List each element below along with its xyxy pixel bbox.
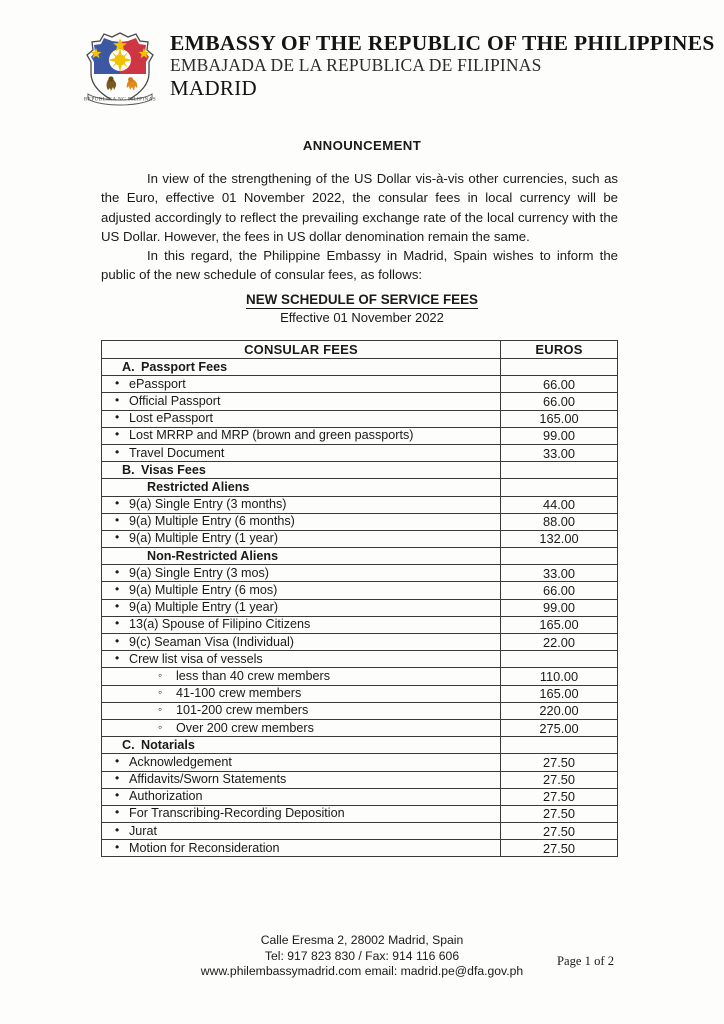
section-letter: C.: [122, 737, 135, 752]
fee-amount-cell: [501, 737, 618, 754]
table-row: [102, 444, 618, 461]
table-row: [102, 599, 618, 616]
fee-description-label: • Official Passport: [102, 394, 500, 409]
fee-amount-cell: [501, 479, 618, 496]
fee-amount-cell: 27.50: [501, 805, 618, 822]
fee-description-cell: [102, 513, 501, 530]
fee-amount-cell: 275.00: [501, 719, 618, 736]
column-header-consular-fees: CONSULAR FEES: [102, 341, 501, 359]
fee-description-label: • 9(a) Multiple Entry (1 year): [102, 600, 500, 615]
philippine-coat-of-arms-icon: [78, 28, 162, 110]
fee-description-cell: [102, 634, 501, 651]
fee-description-cell: [102, 823, 501, 840]
fee-amount-cell: 165.00: [501, 410, 618, 427]
page-title: ANNOUNCEMENT: [302, 138, 422, 153]
table-row: [102, 651, 618, 668]
fee-description-cell: [102, 840, 501, 857]
fee-description-label: • 9(a) Multiple Entry (6 months): [102, 514, 500, 529]
footer-address: Calle Eresma 2, 28002 Madrid, Spain: [260, 933, 464, 947]
footer-web-email: www.philembassymadrid.com email: madrid.pe@dfa.gov.ph: [200, 964, 524, 978]
table-row: [102, 496, 618, 513]
table-row: [102, 427, 618, 444]
fee-description-label: • For Transcribing-Recording Deposition: [102, 806, 500, 821]
fee-amount-cell: 88.00: [501, 513, 618, 530]
fee-description-cell: [102, 599, 501, 616]
fee-amount-cell: 99.00: [501, 599, 618, 616]
fee-description-cell: [102, 651, 501, 668]
fee-description-cell: [102, 548, 501, 565]
table-row: [102, 823, 618, 840]
fee-description-cell: [102, 737, 501, 754]
fee-description-cell: [102, 582, 501, 599]
fee-amount-cell: 33.00: [501, 565, 618, 582]
fee-description-cell: [102, 754, 501, 771]
fee-description-cell: [102, 788, 501, 805]
section-label: Passport Fees: [141, 359, 228, 374]
fee-amount-cell: 66.00: [501, 393, 618, 410]
table-row: [102, 513, 618, 530]
fee-description-cell: [102, 462, 501, 479]
fee-amount-cell: 33.00: [501, 444, 618, 461]
fee-amount-cell: 27.50: [501, 754, 618, 771]
fee-description-label: [102, 463, 500, 478]
fee-amount-cell: 165.00: [501, 685, 618, 702]
table-row: [102, 359, 618, 376]
fee-amount-cell: 27.50: [501, 771, 618, 788]
fee-description-cell: [102, 530, 501, 547]
fee-description-cell: [102, 685, 501, 702]
section-letter: A.: [122, 359, 135, 374]
fee-description-label: • 13(a) Spouse of Filipino Citizens: [102, 617, 500, 632]
table-row: [102, 376, 618, 393]
fee-amount-cell: 27.50: [501, 823, 618, 840]
table-row: [102, 805, 618, 822]
table-row: [102, 685, 618, 702]
fee-description-label: • Affidavits/Sworn Statements: [102, 772, 500, 787]
table-row: [102, 548, 618, 565]
fee-description-label: • 9(a) Single Entry (3 mos): [102, 566, 500, 581]
table-row: [102, 582, 618, 599]
consular-fees-table: [101, 340, 618, 857]
fee-description-label: • 9(a) Multiple Entry (1 year): [102, 531, 500, 546]
fee-description-cell: [102, 393, 501, 410]
letterhead-text: [170, 28, 715, 100]
fee-description-cell: [102, 427, 501, 444]
schedule-heading-text: NEW SCHEDULE OF SERVICE FEES: [246, 292, 478, 307]
fee-description-cell: [102, 805, 501, 822]
fee-amount-cell: [501, 359, 618, 376]
fee-description-label: • 9(a) Single Entry (3 months): [102, 497, 500, 512]
fee-description-label: • Lost ePassport: [102, 411, 500, 426]
fee-description-label: ◦ less than 40 crew members: [102, 669, 500, 684]
fee-amount-cell: 44.00: [501, 496, 618, 513]
fee-description-label: • Acknowledgement: [102, 755, 500, 770]
column-header-euros: EUROS: [501, 341, 618, 359]
fee-description-label: Restricted Aliens: [147, 479, 250, 494]
fee-description-label: • Travel Document: [102, 446, 500, 461]
table-row: [102, 719, 618, 736]
fee-description-label: • 9(c) Seaman Visa (Individual): [102, 635, 500, 650]
fee-amount-cell: [501, 651, 618, 668]
table-row: [102, 702, 618, 719]
table-row: [102, 754, 618, 771]
fee-amount-cell: 110.00: [501, 668, 618, 685]
svg-text:REPUBLIKA NG PILIPINAS: REPUBLIKA NG PILIPINAS: [83, 96, 157, 103]
table-row: [102, 788, 618, 805]
fee-amount-cell: 27.50: [501, 788, 618, 805]
fee-description-cell: [102, 565, 501, 582]
table-row: [102, 530, 618, 547]
fee-description-label: • Lost MRRP and MRP (brown and green passports): [102, 428, 500, 443]
fee-amount-cell: 165.00: [501, 616, 618, 633]
fee-description-cell: [102, 668, 501, 685]
fee-amount-cell: 220.00: [501, 702, 618, 719]
fee-description-label: • Crew list visa of vessels: [102, 652, 500, 667]
fee-description-label: ◦ 41-100 crew members: [102, 686, 500, 701]
table-row: [102, 771, 618, 788]
fee-description-label: • ePassport: [102, 377, 500, 392]
fee-description-cell: [102, 719, 501, 736]
section-letter: B.: [122, 462, 135, 477]
fee-description-cell: [102, 479, 501, 496]
embassy-name-english: EMBASSY OF THE REPUBLIC OF THE PHILIPPINES: [170, 31, 715, 55]
footer-phone-fax: Tel: 917 823 830 / Fax: 914 116 606: [264, 948, 460, 963]
fee-description-label: [102, 360, 500, 375]
fee-amount-cell: [501, 462, 618, 479]
fee-amount-cell: 66.00: [501, 376, 618, 393]
table-row: [102, 737, 618, 754]
table-row: [102, 565, 618, 582]
paragraph-exchange-rate: In view of the strengthening of the US Dollar vis-à-vis other currencies, such as the Euro, effective 01 November 2022, the consular fees in local currency will be adjusted accordingly to reflect the prevailing exchange rate of the local currency with the US Dollar. However, the fees in US dollar denomination remain the same.: [101, 171, 618, 244]
footer: [0, 933, 724, 980]
letterhead: [78, 28, 715, 110]
fee-description-cell: [102, 702, 501, 719]
fee-description-cell: [102, 444, 501, 461]
fee-description-label: • Jurat: [102, 824, 500, 839]
fee-description-label: • Authorization: [102, 789, 500, 804]
fee-amount-cell: 132.00: [501, 530, 618, 547]
fee-description-cell: [102, 359, 501, 376]
fee-description-label: [102, 738, 500, 753]
table-row: [102, 462, 618, 479]
paragraph-new-schedule-intro: In this regard, the Philippine Embassy in Madrid, Spain wishes to inform the public of the new schedule of consular fees, as follows:: [101, 248, 618, 283]
fee-description-label: ◦ Over 200 crew members: [102, 721, 500, 736]
section-label: Notarials: [141, 737, 195, 752]
page-number: Page 1 of 2: [557, 954, 615, 968]
embassy-name-spanish: EMBAJADA DE LA REPUBLICA DE FILIPINAS: [170, 55, 542, 76]
fee-description-label: Non-Restricted Aliens: [147, 548, 279, 563]
schedule-heading: [0, 292, 724, 307]
fee-description-label: • 9(a) Multiple Entry (6 mos): [102, 583, 500, 598]
schedule-effective-date: Effective 01 November 2022: [280, 310, 444, 325]
table-header-row: [102, 341, 618, 359]
fee-amount-cell: 66.00: [501, 582, 618, 599]
fee-description-cell: [102, 410, 501, 427]
fee-description-cell: [102, 771, 501, 788]
fee-amount-cell: 22.00: [501, 634, 618, 651]
fee-amount-cell: 99.00: [501, 427, 618, 444]
fee-amount-cell: 27.50: [501, 840, 618, 857]
fee-description-cell: [102, 496, 501, 513]
table-row: [102, 479, 618, 496]
fee-description-cell: [102, 616, 501, 633]
table-row: [102, 393, 618, 410]
table-row: [102, 668, 618, 685]
table-row: [102, 616, 618, 633]
table-row: [102, 840, 618, 857]
table-row: [102, 634, 618, 651]
fee-description-cell: [102, 376, 501, 393]
table-row: [102, 410, 618, 427]
section-label: Visas Fees: [141, 462, 206, 477]
embassy-city: MADRID: [170, 75, 257, 100]
fee-amount-cell: [501, 548, 618, 565]
fee-description-label: • Motion for Reconsideration: [102, 841, 500, 856]
fee-description-label: ◦ 101-200 crew members: [102, 703, 500, 718]
